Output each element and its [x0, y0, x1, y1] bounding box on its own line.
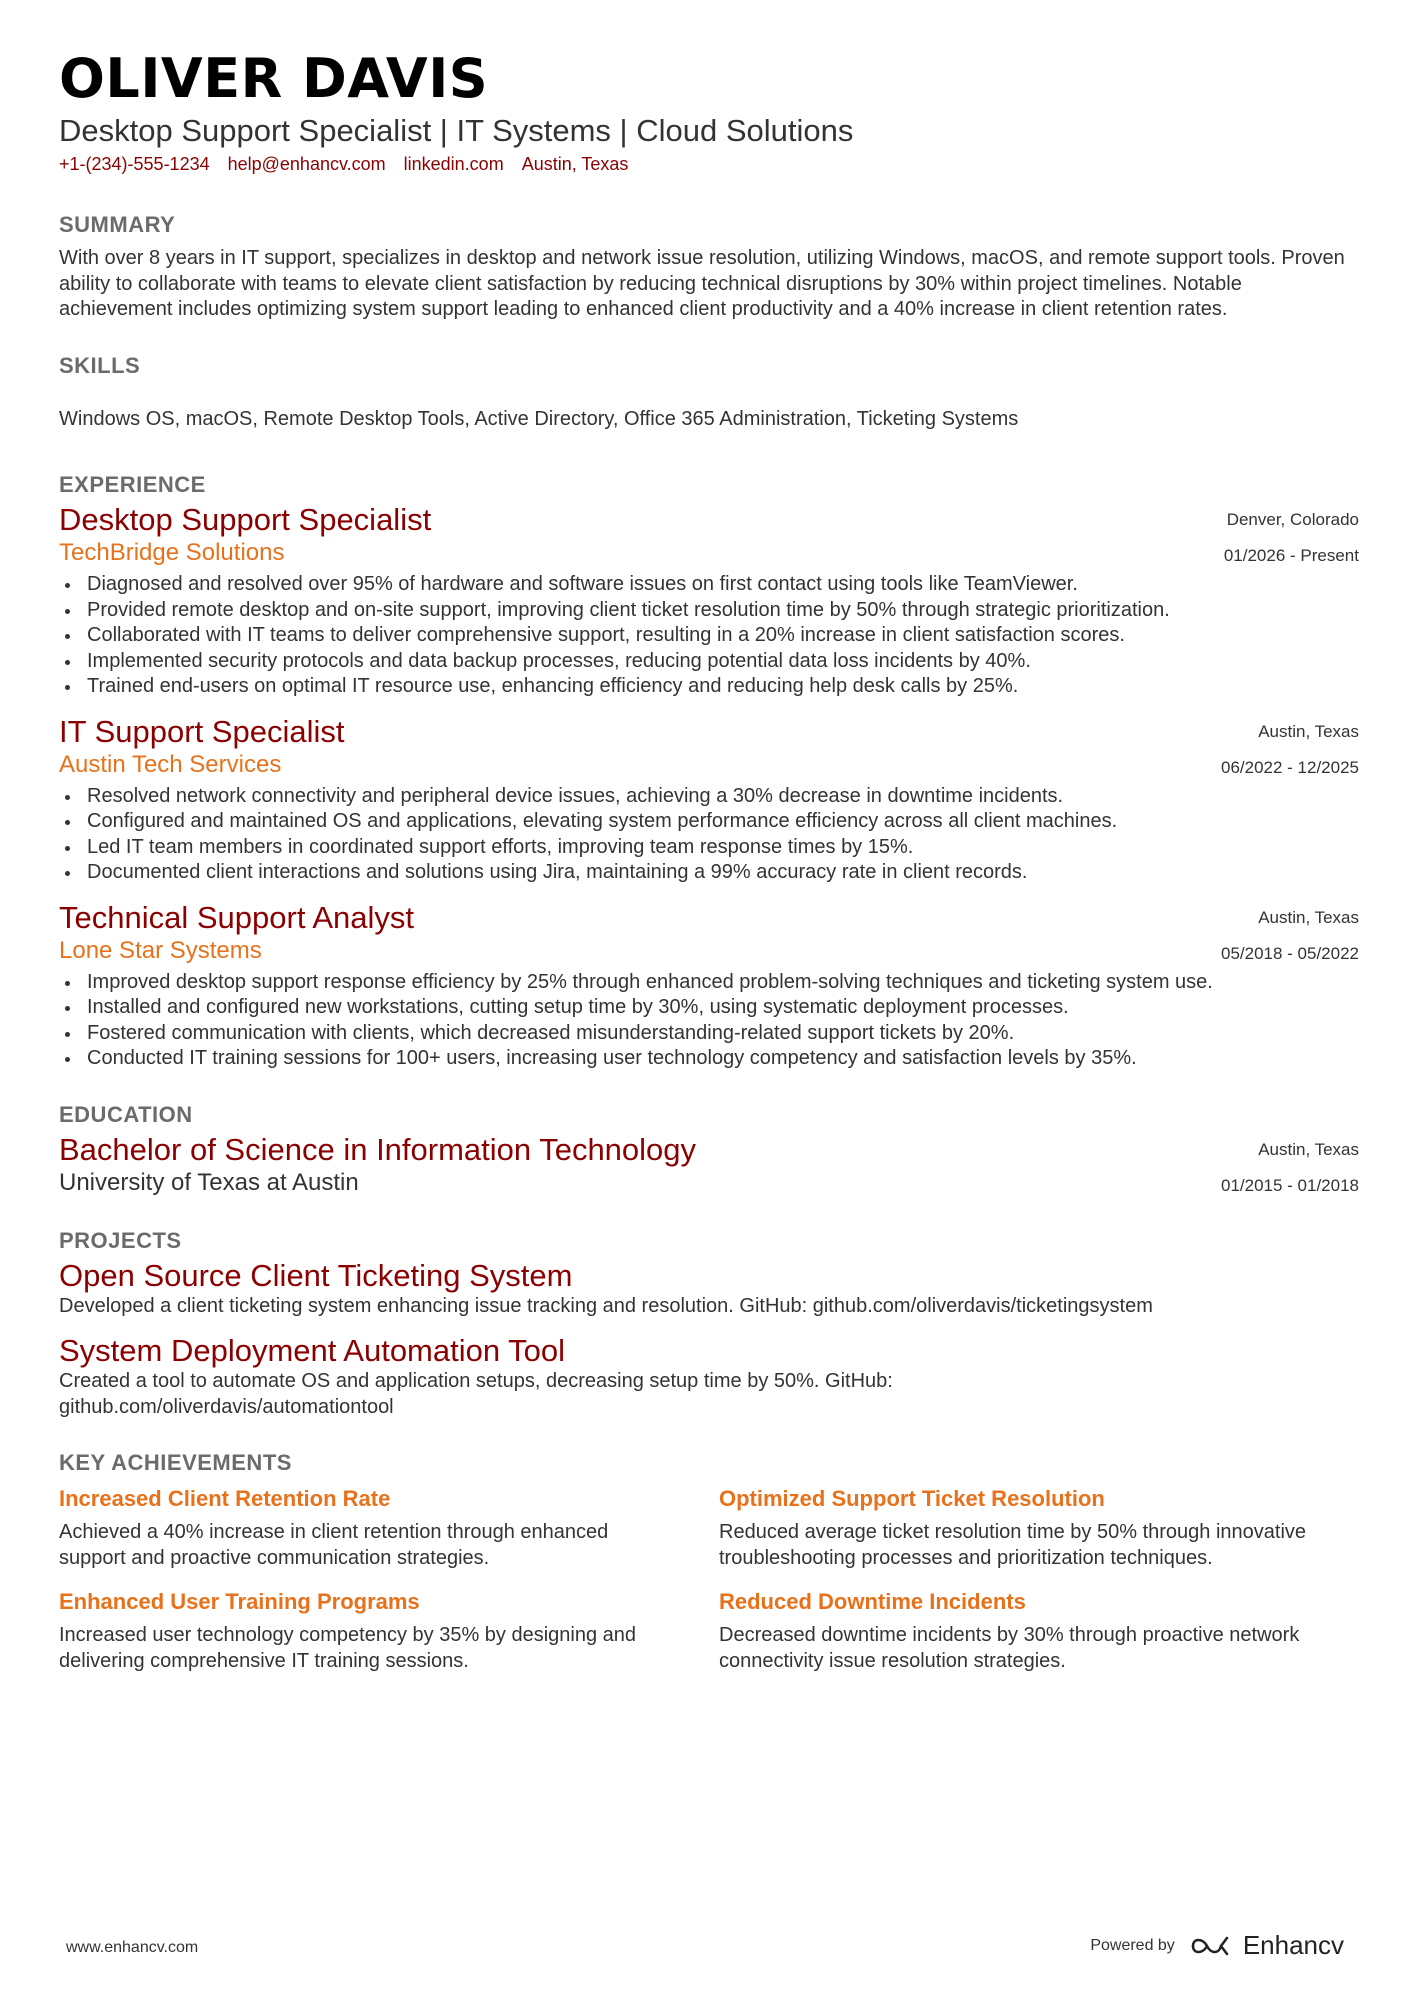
- project-title: System Deployment Automation Tool: [59, 1333, 566, 1368]
- job-meta: [1221, 714, 1359, 786]
- job-meta: [1224, 502, 1359, 574]
- job-meta: [1221, 900, 1359, 972]
- job-company: Lone Star Systems: [59, 936, 262, 964]
- enhancv-logo-icon: [1189, 1934, 1235, 1958]
- achievement-description: Increased user technology competency by 35% by designing and delivering comprehensive IT training sessions.: [59, 1624, 637, 1672]
- achievement-description: Decreased downtime incidents by 30% through proactive network connectivity issue resolution strategies.: [719, 1624, 1300, 1672]
- job-bullet: Configured and maintained OS and applications, elevating system performance efficiency across all client machines.: [59, 809, 1359, 835]
- brand-logo[interactable]: [1189, 1930, 1344, 1961]
- education-location: Austin, Texas: [1258, 1139, 1359, 1159]
- job-bullet: Fostered communication with clients, which decreased misunderstanding-related support tickets by 20%.: [59, 1021, 1359, 1047]
- job-bullet: Collaborated with IT teams to deliver comprehensive support, resulting in a 20% increase in client satisfaction scores.: [59, 623, 1359, 649]
- job-location: Austin, Texas: [1258, 721, 1359, 741]
- project-entry: [59, 1333, 1359, 1420]
- candidate-headline: Desktop Support Specialist | IT Systems | Cloud Solutions: [59, 113, 854, 148]
- education-dates: 01/2015 - 01/2018: [1220, 1175, 1359, 1195]
- job-entry: [59, 714, 1359, 886]
- job-company: Austin Tech Services: [59, 750, 282, 778]
- achievement-title: Enhanced User Training Programs: [59, 1589, 420, 1614]
- project-description: Developed a client ticketing system enhancing issue tracking and resolution. GitHub: github.com/oliverdavis/ticketingsystem: [59, 1294, 1153, 1317]
- job-bullet: Resolved network connectivity and peripheral device issues, achieving a 30% decrease in downtime incidents.: [59, 784, 1359, 810]
- section-title-summary: SUMMARY: [59, 212, 176, 237]
- powered-by-label: Powered by: [1090, 1936, 1175, 1954]
- education-entry: [59, 1132, 1359, 1198]
- section-title-projects: PROJECTS: [59, 1227, 182, 1253]
- job-dates: 06/2022 - 12/2025: [1220, 757, 1359, 777]
- achievement-description: Achieved a 40% increase in client retention through enhanced support and proactive communication strategies.: [59, 1521, 609, 1569]
- job-bullet: Trained end-users on optimal IT resource use, enhancing efficiency and reducing help desk calls by 25%.: [59, 674, 1359, 700]
- brand-name: Enhancv: [1242, 1930, 1344, 1960]
- section-title-education: EDUCATION: [59, 1101, 193, 1127]
- job-bullet: Implemented security protocols and data backup processes, reducing potential data loss incidents by 40%.: [59, 649, 1359, 675]
- achievement-title: Reduced Downtime Incidents: [719, 1589, 1026, 1614]
- contact-location: Austin, Texas: [521, 154, 629, 174]
- job-title: IT Support Specialist: [59, 713, 345, 749]
- job-location: Austin, Texas: [1258, 907, 1359, 927]
- job-bullets: [59, 572, 1359, 700]
- summary-section: [59, 212, 1359, 323]
- job-dates: 01/2026 - Present: [1223, 546, 1359, 565]
- contact-email[interactable]: help@enhancv.com: [227, 154, 386, 174]
- education-section: [59, 1102, 1359, 1198]
- job-bullet: Installed and configured new workstations, cutting setup time by 30%, using systematic deployment processes.: [59, 995, 1359, 1021]
- job-bullets: [59, 784, 1359, 886]
- job-bullet: Improved desktop support response efficiency by 25% through enhanced problem-solving techniques and ticketing system use.: [59, 970, 1359, 996]
- job-bullet: Led IT team members in coordinated support efforts, improving team response times by 15%.: [59, 835, 1359, 861]
- resume-header: [59, 48, 1359, 176]
- achievement-title: Optimized Support Ticket Resolution: [719, 1486, 1105, 1511]
- achievements-section: [59, 1450, 1359, 1674]
- project-entry: [59, 1258, 1359, 1320]
- achievement-item: [719, 1587, 1339, 1674]
- job-company: TechBridge Solutions: [59, 539, 285, 566]
- achievement-description: Reduced average ticket resolution time by 50% through innovative troubleshooting processes and prioritization techniques.: [719, 1521, 1307, 1569]
- job-title: Desktop Support Specialist: [59, 502, 432, 537]
- candidate-name: OLIVER DAVIS: [59, 47, 489, 110]
- job-entry: [59, 900, 1359, 1072]
- footer-website[interactable]: www.enhancv.com: [66, 1939, 199, 1956]
- resume-page: [59, 48, 1359, 1674]
- education-degree: Bachelor of Science in Information Technology: [59, 1131, 697, 1167]
- job-bullet: Documented client interactions and solutions using Jira, maintaining a 99% accuracy rate in client records.: [59, 860, 1359, 886]
- job-bullets: [59, 970, 1359, 1072]
- skills-section: [59, 353, 1359, 433]
- job-bullet: Provided remote desktop and on-site support, improving client ticket resolution time by 50% through strategic prioritization.: [59, 598, 1359, 624]
- education-meta: [1221, 1132, 1359, 1204]
- job-title: Technical Support Analyst: [59, 899, 414, 935]
- section-title-skills: SKILLS: [59, 352, 141, 378]
- contact-phone[interactable]: +1-(234)-555-1234: [59, 154, 210, 174]
- contact-linkedin[interactable]: linkedin.com: [403, 154, 504, 174]
- project-title: Open Source Client Ticketing System: [59, 1257, 573, 1293]
- job-bullet: Conducted IT training sessions for 100+ users, increasing user technology competency and satisfaction levels by 35%.: [59, 1046, 1359, 1072]
- experience-section: [59, 472, 1359, 1072]
- achievements-grid: [59, 1484, 1359, 1674]
- job-bullet: Diagnosed and resolved over 95% of hardware and software issues on first contact using tools like TeamViewer.: [59, 572, 1359, 598]
- skills-list: Windows OS, macOS, Remote Desktop Tools, Active Directory, Office 365 Administration, Ticketing Systems: [59, 407, 1019, 430]
- contact-row: [59, 152, 1359, 176]
- job-entry: [59, 502, 1359, 700]
- footer-branding: [1090, 1930, 1344, 1961]
- projects-section: [59, 1228, 1359, 1421]
- job-dates: 05/2018 - 05/2022: [1220, 943, 1359, 963]
- section-title-achievements: KEY ACHIEVEMENTS: [59, 1450, 292, 1475]
- section-title-experience: EXPERIENCE: [59, 472, 206, 497]
- achievement-item: [59, 1587, 679, 1674]
- achievement-item: [59, 1484, 679, 1571]
- achievement-title: Increased Client Retention Rate: [59, 1486, 391, 1511]
- job-location: Denver, Colorado: [1226, 510, 1359, 529]
- education-school: University of Texas at Austin: [59, 1168, 359, 1196]
- summary-text: With over 8 years in IT support, specializes in desktop and network issue resolution, utilizing Windows, macOS, and remote support tools. Proven ability to collaborate with teams to elevate client satisfaction by reducing technical disruptions by 30% within project timelines. Notable achievement includes optimizing system support leading to enhanced client productivity and a 40% increase in client retention rates.: [59, 247, 1345, 320]
- project-description: Created a tool to automate OS and application setups, decreasing setup time by 50%. GitHub: github.com/oliverdavis/automationtool: [59, 1370, 893, 1418]
- achievement-item: [719, 1484, 1339, 1571]
